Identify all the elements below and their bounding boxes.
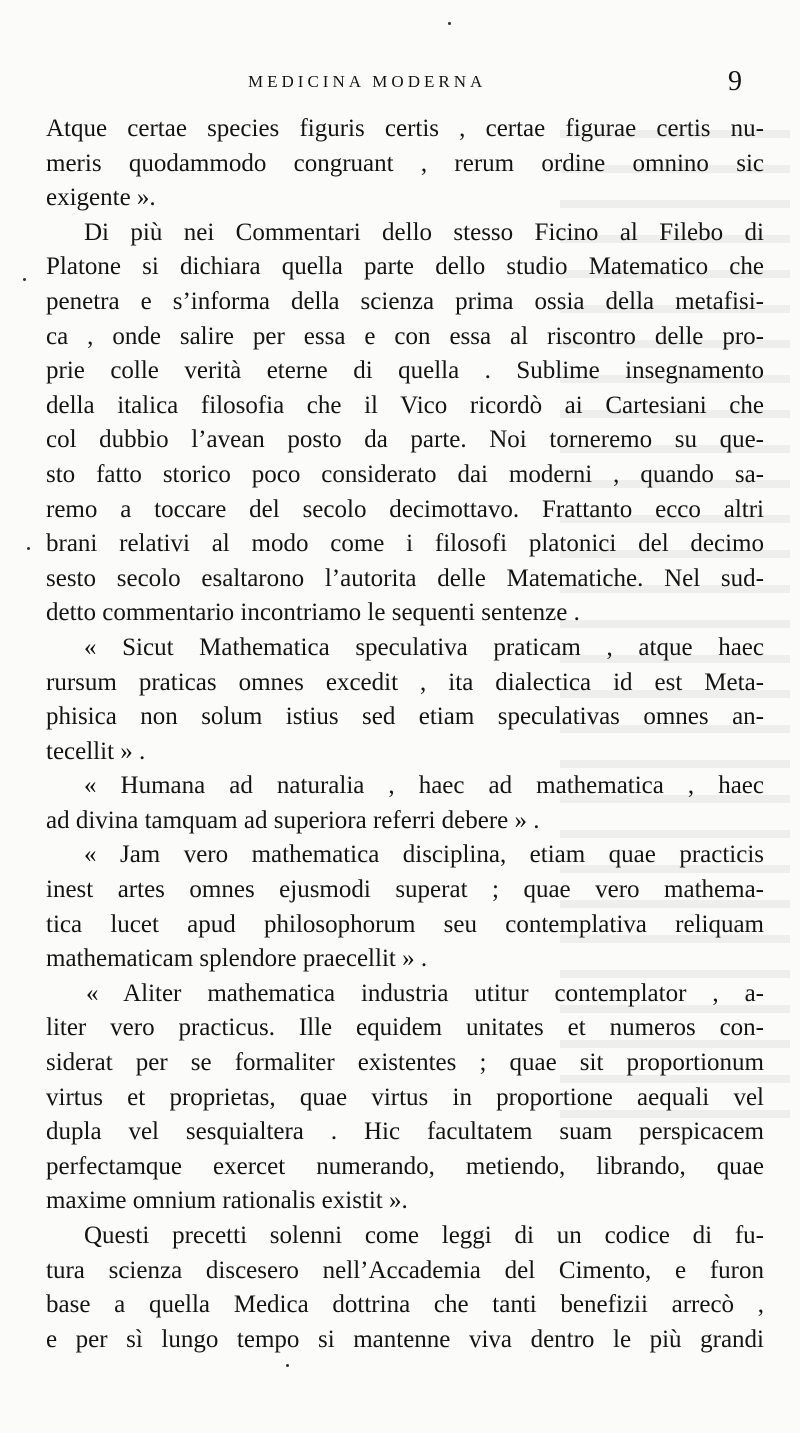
- text-line: liter vero practicus. Ille equidem unitates et numeros con-: [46, 1014, 764, 1042]
- text-line: col dubbio l’avean posto da parte. Noi torneremo su que-: [46, 426, 764, 454]
- text-line: detto commentario incontriamo le sequenti sentenze .: [46, 599, 580, 627]
- text-line: della italica filosofia che il Vico ricordò ai Cartesiani che: [46, 391, 764, 419]
- ink-speck: [23, 278, 26, 281]
- text-line: « Jam vero mathematica disciplina, etiam quae practicis: [84, 841, 764, 869]
- text-line: tica lucet apud philosophorum seu contemplativa reliquam: [46, 910, 764, 938]
- text-line: remo a toccare del secolo decimottavo. Frattanto ecco altri: [46, 495, 764, 523]
- text-line: « Sicut Mathematica speculativa praticam , atque haec: [84, 633, 764, 661]
- text-line: sesto secolo esaltarono l’autorita delle Matematiche. Nel sud-: [46, 564, 764, 592]
- text-line: tura scienza discesero nell’Accademia del Cimento, e furon: [46, 1256, 764, 1284]
- text-line: perfectamque exercet numerando, metiendo, librando, quae: [46, 1152, 764, 1180]
- text-line: brani relativi al modo come i filosofi platonici del decimo: [46, 530, 764, 558]
- text-line: sto fatto storico poco considerato dai moderni , quando sa-: [46, 460, 764, 488]
- ink-speck: [286, 1364, 289, 1367]
- text-line: phisica non solum istius sed etiam speculativas omnes an-: [46, 703, 764, 731]
- text-line: inest artes omnes ejusmodi superat ; quae vero mathema-: [46, 876, 764, 904]
- text-line: « Humana ad naturalia , haec ad mathematica , haec: [84, 772, 764, 800]
- text-line: ca , onde salire per essa e con essa al riscontro delle pro-: [46, 322, 764, 350]
- text-line: « Aliter mathematica industria utitur contemplator , a-: [86, 979, 764, 1007]
- text-line: base a quella Medica dottrina che tanti benefizii arrecò ,: [46, 1291, 764, 1319]
- text-line: Di più nei Commentari dello stesso Ficino al Filebo di: [84, 218, 764, 246]
- text-line: prie colle verità eterne di quella . Sublime insegnamento: [46, 357, 764, 385]
- text-line: penetra e s’informa della scienza prima ossia della metafisi-: [46, 287, 764, 315]
- text-line: tecellit » .: [46, 737, 146, 765]
- text-line: ad divina tamquam ad superiora referri debere » .: [46, 806, 540, 834]
- text-line: maxime omnium rationalis existit ».: [46, 1187, 408, 1215]
- text-line: mathematicam splendore praecellit » .: [46, 945, 428, 973]
- text-line: Questi precetti solenni come leggi di un codice di fu-: [84, 1222, 764, 1249]
- ink-speck: [448, 22, 451, 25]
- running-title: MEDICINA MODERNA: [248, 72, 487, 91]
- text-line: meris quodammodo congruant , rerum ordine omnino sic: [46, 149, 764, 177]
- text-line: dupla vel sesquialtera . Hic facultatem suam perspicacem: [46, 1118, 764, 1146]
- text-line: virtus et proprietas, quae virtus in proportione aequali vel: [46, 1083, 764, 1111]
- text-line: exigente ».: [46, 184, 156, 212]
- text-line: Platone si dichiara quella parte dello studio Matematico che: [46, 253, 764, 281]
- text-line: rursum praticas omnes excedit , ita dialectica id est Meta-: [46, 668, 764, 696]
- page-number: 9: [728, 66, 742, 97]
- page-header: [0, 68, 800, 108]
- text-line: siderat per se formaliter existentes ; quae sit proportionum: [46, 1049, 764, 1077]
- text-line: Atque certae species figuris certis , certae figurae certis nu-: [46, 115, 764, 142]
- ink-speck: [27, 547, 30, 550]
- body-text: [46, 112, 764, 1357]
- text-line: e per sì lungo tempo si mantenne viva dentro le più grandi: [46, 1325, 764, 1353]
